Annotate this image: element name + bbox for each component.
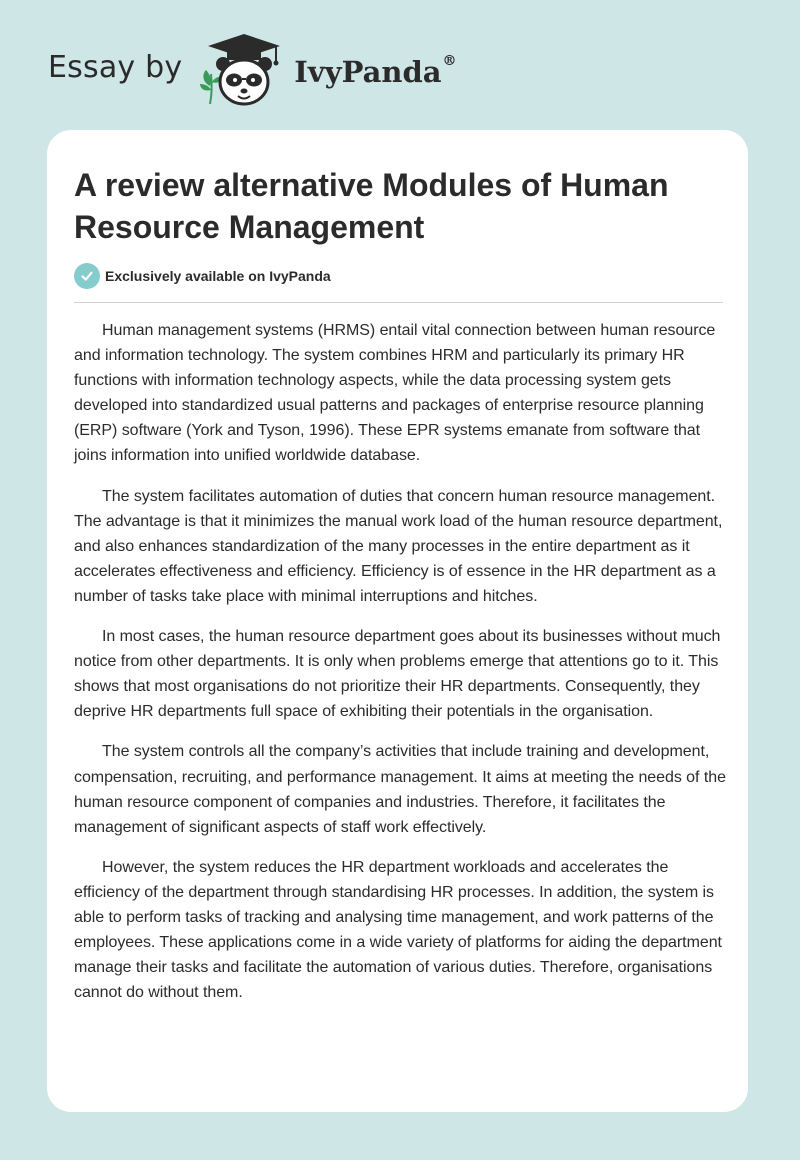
article-body <box>74 318 726 1020</box>
paragraph: The system facilitates automation of duties that concern human resource management. The advantage is that it minimizes the manual work load of the human resource department, and also enhances standardization of the many processes in the entire department as it accelerates effectiveness and efficiency. Efficiency is of essence in the HR department as a number of tasks take place with minimal interruptions and hitches. <box>74 487 723 605</box>
panda-logo-icon[interactable] <box>196 30 288 110</box>
exclusive-badge-label: Exclusively available on IvyPanda <box>105 268 331 284</box>
registered-mark: ® <box>442 53 457 69</box>
essay-by-label: Essay by <box>48 49 183 85</box>
paragraph: Human management systems (HRMS) entail vital connection between human resource and information technology. The system combines HRM and particularly its primary HR functions with information technology aspects, while the data processing system gets developed into standardized usual patterns and packages of enterprise resource planning (ERP) software (York and Tyson, 1996). These EPR systems emanate from software that joins information into unified worldwide database. <box>74 322 716 465</box>
check-icon <box>74 263 100 289</box>
paragraph: The system controls all the company’s activities that include training and development, compensation, recruiting, and performance management. It aims at meeting the needs of the human resource component of companies and industries. Therefore, it facilitates the management of significant aspects of staff work effectively. <box>74 743 726 836</box>
paragraph: However, the system reduces the HR department workloads and accelerates the efficiency of the department through standardising HR processes. In addition, the system is able to perform tasks of tracking and analysing time management, and work patterns of the employees. These applications come in a wide variety of platforms for aiding the department manage their tasks and facilitate the automation of various duties. Therefore, organisations cannot do without them. <box>74 858 722 1002</box>
article-card <box>47 130 748 1112</box>
paragraph: In most cases, the human resource department goes about its businesses without much notice from other departments. It is only when problems emerge that attentions go to it. This shows that most organisations do not prioritize their HR departments. Consequently, they deprive HR departments full space of exhibiting their potentials in the organisation. <box>74 628 721 721</box>
divider <box>74 302 723 303</box>
site-header <box>48 30 457 110</box>
page-title: A review alternative Modules of Human Resource Management <box>74 167 669 245</box>
exclusive-badge <box>74 263 331 289</box>
brand-name-text: IvyPanda <box>294 55 442 89</box>
brand-name[interactable] <box>294 55 456 89</box>
